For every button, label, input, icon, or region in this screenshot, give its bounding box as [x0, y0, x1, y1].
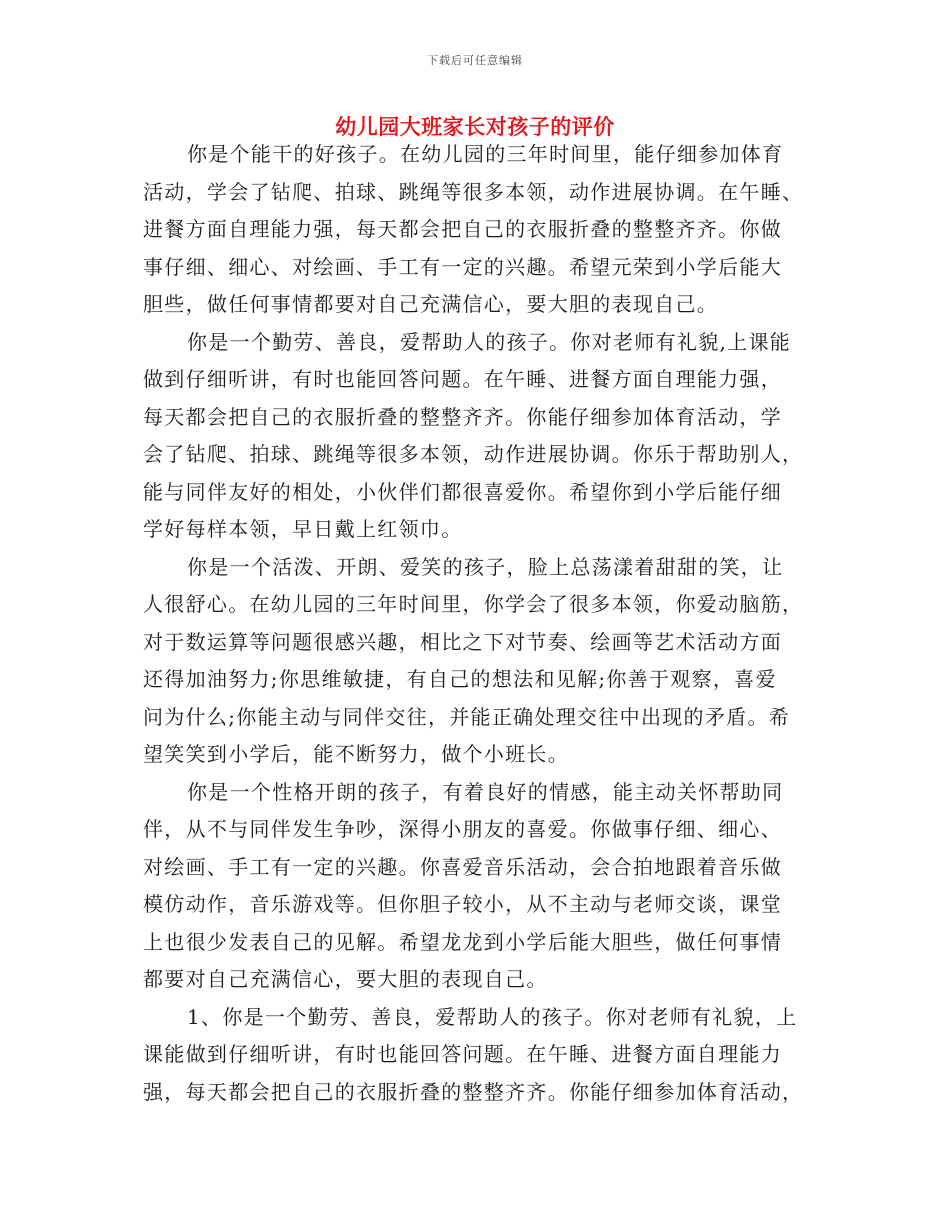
paragraph-line: 模仿动作，音乐游戏等。但你胆子较小，从不主动与老师交谈，课堂	[143, 892, 782, 916]
paragraph-line: 1、你是一个勤劳、善良，爱帮助人的孩子。你对老师有礼貌，上	[187, 1004, 798, 1029]
paragraph-line: 事仔细、细心、对绘画、手工有一定的兴趣。希望元荣到小学后能大	[143, 254, 782, 279]
paragraph-line: 课能做到仔细听讲，有时也能回答问题。在午睡、进餐方面自理能力	[143, 1042, 782, 1066]
paragraph-line: 伴，从不与同伴发生争吵，深得小朋友的喜爱。你做事仔细、细心、	[143, 817, 782, 841]
paragraph-line: 都要对自己充满信心，要大胆的表现自己。	[143, 967, 548, 991]
paragraph-line: 胆些，做任何事情都要对自己充满信心，要大胆的表现自己。	[143, 292, 719, 316]
paragraph-line: 做到仔细听讲，有时也能回答问题。在午睡、进餐方面自理能力强，	[143, 367, 782, 391]
paragraph-line: 望笑笑到小学后，能不断努力，做个小班长。	[143, 742, 569, 766]
paragraph	[143, 774, 813, 999]
paragraph	[143, 549, 813, 774]
paragraph	[143, 136, 813, 324]
paragraph-line: 还得加油努力;你思维敏捷，有自己的想法和见解;你善于观察，喜爱	[143, 667, 777, 691]
paragraph-line: 对绘画、手工有一定的兴趣。你喜爱音乐活动，会合拍地跟着音乐做	[143, 854, 782, 879]
paragraph-line: 会了钻爬、拍球、跳绳等很多本领，动作进展协调。你乐于帮助别人，	[143, 442, 804, 466]
paragraph-line: 你是个能干的好孩子。在幼儿园的三年时间里，能仔细参加体育	[187, 142, 784, 166]
paragraph-line: 上也很少发表自己的见解。希望龙龙到小学后能大胆些，做任何事情	[143, 929, 782, 954]
paragraph-line: 人很舒心。在幼儿园的三年时间里，你学会了很多本领，你爱动脑筋，	[143, 592, 804, 616]
paragraph-line: 你是一个性格开朗的孩子，有着良好的情感，能主动关怀帮助同	[187, 779, 784, 804]
document-title: 幼儿园大班家长对孩子的评价	[335, 114, 615, 139]
paragraph-line: 对于数运算等问题很感兴趣，相比之下对节奏、绘画等艺术活动方面	[143, 629, 782, 654]
document-body	[143, 136, 813, 1111]
paragraph-line: 进餐方面自理能力强，每天都会把自己的衣服折叠的整整齐齐。你做	[143, 217, 782, 241]
paragraph-line: 问为什么;你能主动与同伴交往，并能正确处理交往中出现的矛盾。希	[143, 704, 791, 729]
paragraph-line: 活动，学会了钻爬、拍球、跳绳等很多本领，动作进展协调。在午睡、	[143, 179, 804, 204]
paragraph-line: 能与同伴友好的相处，小伙伴们都很喜爱你。希望你到小学后能仔细	[143, 479, 782, 504]
paragraph-line: 你是一个勤劳、善良，爱帮助人的孩子。你对老师有礼貌,上课能	[187, 329, 792, 354]
page-header-note: 下载后可任意编辑	[427, 54, 523, 67]
paragraph	[143, 324, 813, 549]
paragraph-line: 强，每天都会把自己的衣服折叠的整整齐齐。你能仔细参加体育活动，	[143, 1079, 804, 1104]
paragraph	[143, 999, 813, 1112]
paragraph-line: 你是一个活泼、开朗、爱笑的孩子，脸上总荡漾着甜甜的笑，让	[187, 554, 784, 579]
paragraph-line: 每天都会把自己的衣服折叠的整整齐齐。你能仔细参加体育活动，学	[143, 404, 782, 429]
paragraph-line: 学好每样本领，早日戴上红领巾。	[143, 517, 463, 541]
